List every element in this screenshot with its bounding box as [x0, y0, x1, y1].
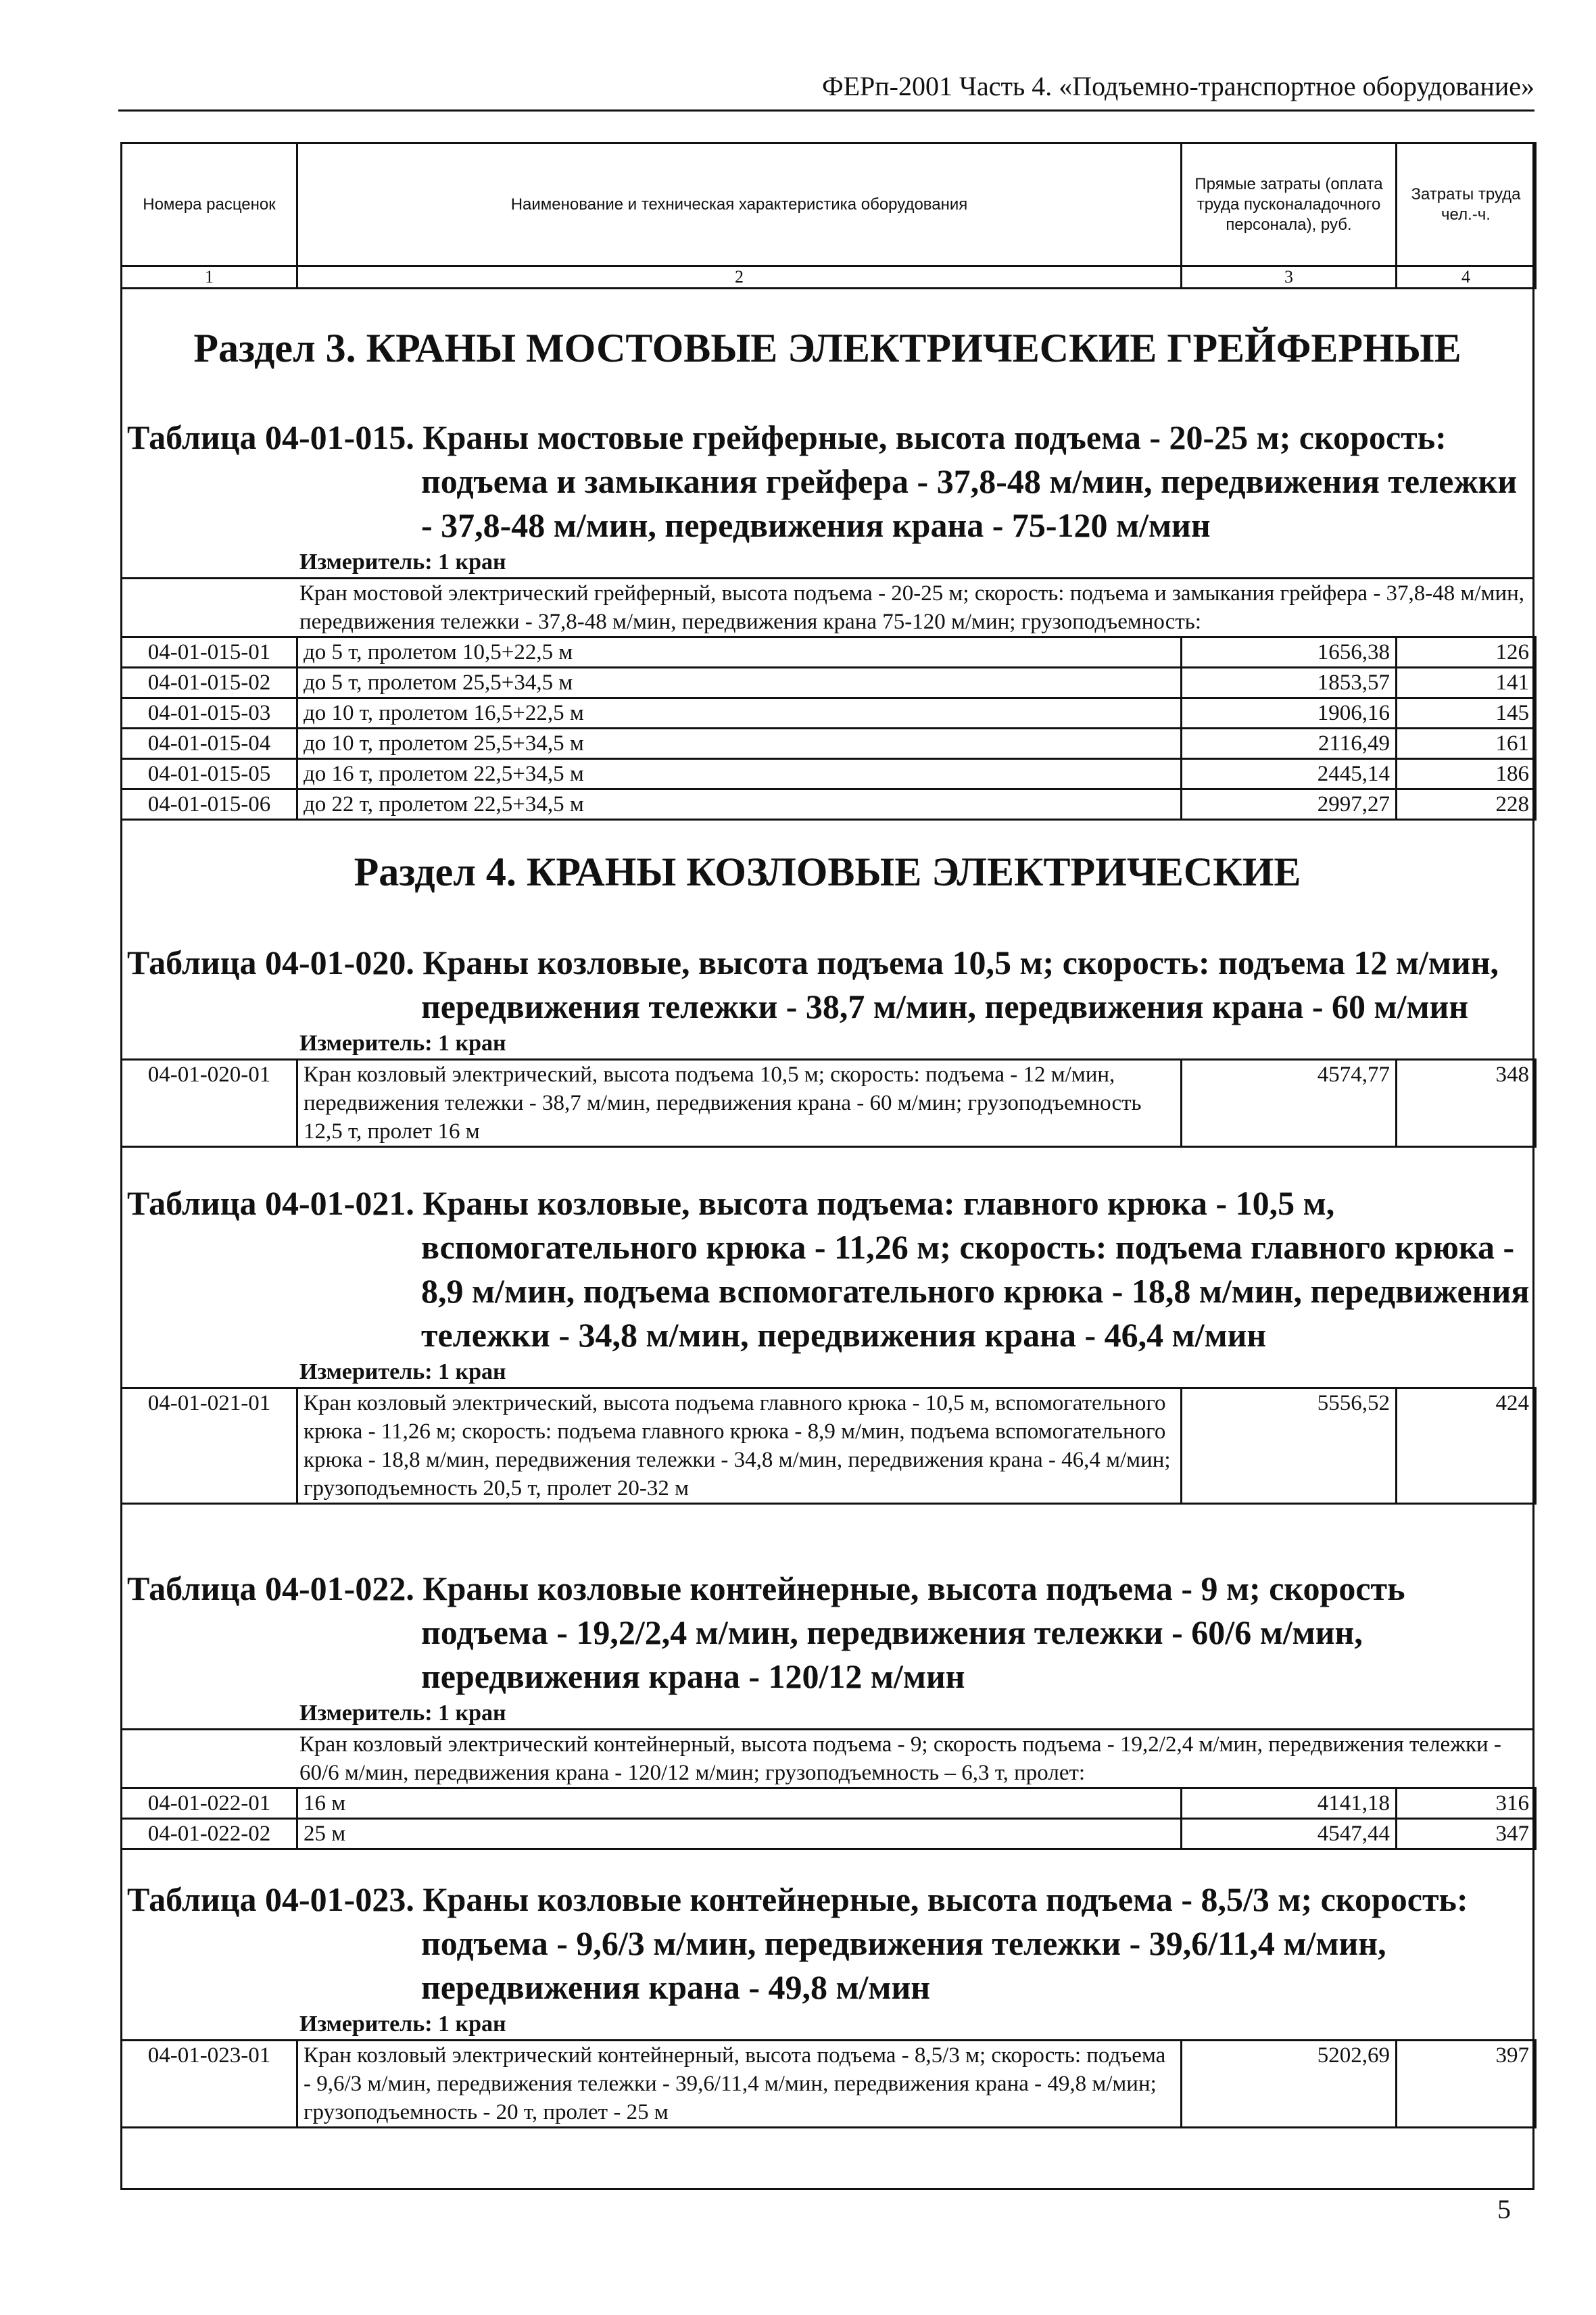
rate-labor: 145	[1397, 698, 1536, 729]
rate-labor: 316	[1397, 1788, 1536, 1819]
header-num-1: 1	[122, 266, 297, 289]
unit-of-measure: Измеритель: 1 кран	[299, 1359, 506, 1384]
table-row	[122, 759, 1536, 789]
table-row	[122, 1819, 1536, 1849]
header-col-labor: Затраты труда чел.-ч.	[1397, 143, 1536, 266]
table-row	[122, 637, 1536, 668]
unit-of-measure: Измеритель: 1 кран	[299, 1031, 506, 1056]
table-title-lead: Таблица 04-01-023. Краны козловые контейнерные, высота подъема - 8,5/3 м; скорость:	[127, 1880, 1468, 1918]
section-title: Раздел 3. КРАНЫ МОСТОВЫЕ ЭЛЕКТРИЧЕСКИЕ ГРЕЙФЕРНЫЕ	[193, 326, 1461, 370]
rate-cost: 4574,77	[1182, 1060, 1397, 1147]
rate-code: 04-01-015-05	[122, 759, 297, 789]
header-rule	[118, 109, 1534, 112]
rate-labor: 126	[1397, 637, 1536, 668]
rate-code: 04-01-015-03	[122, 698, 297, 729]
rate-desc: Кран козловый электрический, высота подъема 10,5 м; скорость: подъема - 12 м/мин, передвижения тележки - 38,7 м/мин, передвижения крана - 60 м/мин; грузоподъемность 12,5 т, пролет 16 м	[297, 1060, 1182, 1147]
rate-code: 04-01-015-04	[122, 729, 297, 759]
header-col-cost: Прямые затраты (оплата труда пусконаладочного персонала), руб.	[1182, 143, 1397, 266]
rate-labor: 347	[1397, 1819, 1536, 1849]
rate-labor: 424	[1397, 1388, 1536, 1504]
rate-code: 04-01-021-01	[122, 1388, 297, 1504]
rate-desc: Кран козловый электрический контейнерный, высота подъема - 8,5/3 м; скорость: подъема - 9,6/3 м/мин, передвижения тележки - 39,6/11,4 м/мин, передвижения крана - 49,8 м/мин; грузоподъемность - 20 т, пролет - 25 м	[297, 2041, 1182, 2128]
rate-desc: до 10 т, пролетом 16,5+22,5 м	[297, 698, 1182, 729]
table-04-01-022	[120, 1567, 1534, 1850]
table-04-01-015	[120, 416, 1534, 821]
table-title	[120, 941, 1534, 1029]
page-number: 5	[1497, 2194, 1511, 2224]
rate-desc: до 5 т, пролетом 10,5+22,5 м	[297, 637, 1182, 668]
table-title-lead: Таблица 04-01-021. Краны козловые, высота подъема: главного крюка - 10,5 м,	[127, 1184, 1335, 1222]
rates-table	[120, 1058, 1537, 1148]
table-row	[122, 698, 1536, 729]
rate-code: 04-01-022-02	[122, 1819, 297, 1849]
rate-labor: 141	[1397, 668, 1536, 698]
rate-cost: 1906,16	[1182, 698, 1397, 729]
unit-of-measure: Измеритель: 1 кран	[299, 550, 506, 575]
table-title	[120, 1181, 1534, 1357]
rates-table	[120, 636, 1537, 821]
rates-table	[120, 1387, 1537, 1505]
table-title-cont: передвижения тележки - 38,7 м/мин, передвижения крана - 60 м/мин	[421, 988, 1469, 1025]
rate-labor: 228	[1397, 789, 1536, 820]
rate-code: 04-01-015-02	[122, 668, 297, 698]
table-04-01-021	[120, 1181, 1534, 1505]
table-row	[122, 1788, 1536, 1819]
table-title-cont: вспомогательного крюка - 11,26 м; скорость: подъема главного крюка - 8,9 м/мин, подъема вспомогательного крюка - 18,8 м/мин, передвижения тележки - 34,8 м/мин, передвижения крана - 46,4 м/мин	[421, 1228, 1530, 1354]
rate-cost: 5556,52	[1182, 1388, 1397, 1504]
table-row	[122, 1388, 1536, 1504]
table-title-cont: подъема и замыкания грейфера - 37,8-48 м/мин, передвижения тележки - 37,8-48 м/мин, передвижения крана - 75-120 м/мин	[421, 462, 1518, 544]
table-title	[120, 1878, 1534, 2009]
rate-cost: 2997,27	[1182, 789, 1397, 820]
section-3	[120, 324, 1534, 372]
rate-desc: 16 м	[297, 1788, 1182, 1819]
table-row	[122, 729, 1536, 759]
table-intro: Кран мостовой электрический грейферный, высота подъема - 20-25 м; скорость: подъема и замыкания грейфера - 37,8-48 м/мин, передвижения тележки - 37,8-48 м/мин, передвижения крана 75-120 м/мин; грузоподъемность:	[120, 577, 1534, 636]
table-04-01-020	[120, 941, 1534, 1148]
unit-of-measure: Измеритель: 1 кран	[299, 1701, 506, 1726]
rate-cost: 2116,49	[1182, 729, 1397, 759]
rate-cost: 4141,18	[1182, 1788, 1397, 1819]
table-04-01-023	[120, 1878, 1534, 2128]
table-title-lead: Таблица 04-01-015. Краны мостовые грейферные, высота подъема - 20-25 м; скорость:	[127, 418, 1447, 456]
header-col-name: Наименование и техническая характеристика оборудования	[297, 143, 1182, 266]
rates-table	[120, 2039, 1537, 2128]
header-num-2: 2	[297, 266, 1182, 289]
table-row	[122, 1060, 1536, 1147]
rate-desc: 25 м	[297, 1819, 1182, 1849]
table-title-cont: подъема - 9,6/3 м/мин, передвижения тележки - 39,6/11,4 м/мин, передвижения крана - 49,8 м/мин	[421, 1924, 1386, 2006]
rate-cost: 5202,69	[1182, 2041, 1397, 2128]
rates-table	[120, 1787, 1537, 1850]
rate-desc: Кран козловый электрический, высота подъема главного крюка - 10,5 м, вспомогательного крюка - 11,26 м; скорость: подъема главного крюка - 8,9 м/мин, подъема вспомогательного крюка - 18,8 м/мин, передвижения тележки - 34,8 м/мин, передвижения крана - 46,4 м/мин; грузоподъемность 20,5 т, пролет 20-32 м	[297, 1388, 1182, 1504]
rate-code: 04-01-022-01	[122, 1788, 297, 1819]
table-title	[120, 416, 1534, 547]
rate-desc: до 10 т, пролетом 25,5+34,5 м	[297, 729, 1182, 759]
unit-of-measure: Измеритель: 1 кран	[299, 2012, 506, 2037]
rate-labor: 348	[1397, 1060, 1536, 1147]
table-title-lead: Таблица 04-01-022. Краны козловые контейнерные, высота подъема - 9 м; скорость	[127, 1569, 1405, 1607]
rate-labor: 397	[1397, 2041, 1536, 2128]
section-4	[120, 848, 1534, 896]
table-row	[122, 789, 1536, 820]
table-row	[122, 2041, 1536, 2128]
rate-cost: 4547,44	[1182, 1819, 1397, 1849]
rate-cost: 1853,57	[1182, 668, 1397, 698]
column-header-table	[120, 142, 1537, 289]
rate-labor: 186	[1397, 759, 1536, 789]
rate-code: 04-01-015-01	[122, 637, 297, 668]
table-title-lead: Таблица 04-01-020. Краны козловые, высота подъема 10,5 м; скорость: подъема 12 м/мин,	[127, 944, 1499, 981]
rate-cost: 2445,14	[1182, 759, 1397, 789]
rate-code: 04-01-020-01	[122, 1060, 297, 1147]
table-title	[120, 1567, 1534, 1699]
header-num-4: 4	[1397, 266, 1536, 289]
header-col-code: Номера расценок	[122, 143, 297, 266]
rate-desc: до 5 т, пролетом 25,5+34,5 м	[297, 668, 1182, 698]
rate-desc: до 16 т, пролетом 22,5+34,5 м	[297, 759, 1182, 789]
rate-code: 04-01-015-06	[122, 789, 297, 820]
header-num-3: 3	[1182, 266, 1397, 289]
table-title-cont: подъема - 19,2/2,4 м/мин, передвижения тележки - 60/6 м/мин, передвижения крана - 120/12 м/мин	[421, 1613, 1363, 1695]
table-intro: Кран козловый электрический контейнерный, высота подъема - 9; скорость подъема - 19,2/2,4 м/мин, передвижения тележки - 60/6 м/мин, передвижения крана - 120/12 м/мин; грузоподъемность – 6,3 т, пролет:	[120, 1728, 1534, 1787]
running-head: ФЕРп-2001 Часть 4. «Подъемно-транспортное оборудование»	[821, 71, 1534, 101]
rate-code: 04-01-023-01	[122, 2041, 297, 2128]
section-title: Раздел 4. КРАНЫ КОЗЛОВЫЕ ЭЛЕКТРИЧЕСКИЕ	[354, 850, 1301, 894]
rate-cost: 1656,38	[1182, 637, 1397, 668]
table-row	[122, 668, 1536, 698]
rate-labor: 161	[1397, 729, 1536, 759]
rate-desc: до 22 т, пролетом 22,5+34,5 м	[297, 789, 1182, 820]
